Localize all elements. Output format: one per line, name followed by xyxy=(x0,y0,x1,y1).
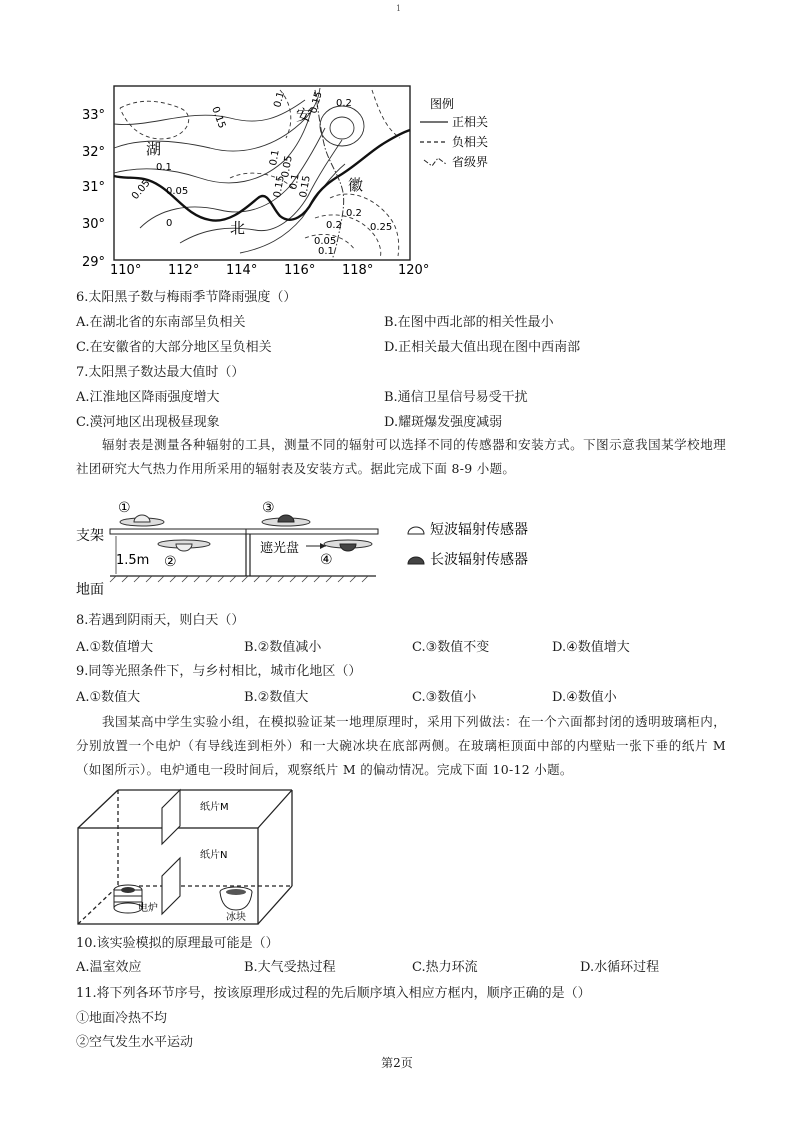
q11-stem: 11.将下列各环节序号，按该原理形成过程的先后顺序填入相应方框内，顺序正确的是（） xyxy=(76,986,591,1001)
ground-label: 地面 xyxy=(76,582,104,596)
lon-label-118: 118° xyxy=(342,263,374,276)
province-char-hu: 湖 xyxy=(146,140,162,158)
support-arm-right xyxy=(246,529,378,534)
paper-n-label: 纸片N xyxy=(200,850,228,861)
height-label: 1.5m xyxy=(116,553,150,568)
contour-label: 0.15 xyxy=(272,174,287,199)
paper-n-sheet xyxy=(162,858,180,914)
lon-label-112: 112° xyxy=(168,263,200,276)
contour-label: 0.05 xyxy=(314,236,337,247)
marker-2: ② xyxy=(164,554,177,570)
legend-boundary-line xyxy=(424,158,446,166)
support-arm-left xyxy=(110,529,246,534)
q10-option-a: A.温室效应 xyxy=(76,960,142,975)
paper-m-label: 纸片M xyxy=(200,802,229,813)
q6-option-b: B.在图中西北部的相关性最小 xyxy=(384,315,554,330)
contour-label: 0.25 xyxy=(370,222,393,233)
q8-option-b: B.②数值减小 xyxy=(244,640,322,655)
contour-label: 0.15 xyxy=(209,105,228,130)
legend-boundary: 省级界 xyxy=(452,155,489,169)
lon-label-120: 120° xyxy=(398,263,430,276)
q8-option-a: A.①数值增大 xyxy=(76,640,154,655)
legend-positive: 正相关 xyxy=(452,115,489,129)
contour-label: 0.1 xyxy=(272,90,288,109)
contour-label: 0.1 xyxy=(318,246,334,257)
negative-contours xyxy=(120,90,400,258)
contour-label: 0.1 xyxy=(268,148,282,167)
correlation-contour-map xyxy=(80,78,510,276)
ice-label: 冰块 xyxy=(226,912,246,923)
contour-label: 0.15 xyxy=(308,90,325,115)
q6-option-a: A.在湖北省的东南部呈负相关 xyxy=(76,315,246,330)
q6-option-c: C.在安徽省的大部分地区呈负相关 xyxy=(76,340,272,355)
legend-long-wave-icon xyxy=(408,557,424,564)
q9-option-c: C.③数值小 xyxy=(412,690,477,705)
lon-label-116: 116° xyxy=(284,263,316,276)
q8-stem: 8.若遇到阴雨天，则白天（） xyxy=(76,613,245,628)
radiation-meter-diagram xyxy=(76,492,576,596)
ice-bowl xyxy=(220,887,252,910)
marker-1: ① xyxy=(118,500,131,516)
q6-option-d: D.正相关最大值出现在图中西南部 xyxy=(384,340,581,355)
radiation-intro-paragraph: 辐射表是测量各种辐射的工具，测量不同的辐射可以选择不同的传感器和安装方式。下图示意我国某学校地理社团研究大气热力作用所采用的辐射表及安装方式。据此完成下面 8-9 小题。 xyxy=(76,437,726,476)
q8-option-d: D.④数值增大 xyxy=(552,640,630,655)
province-char-an: 安 xyxy=(296,106,312,124)
contour-label: 0.15 xyxy=(298,174,313,199)
province-char-bei: 北 xyxy=(230,219,246,237)
page-top-mark: 1 xyxy=(396,4,402,13)
province-char-hui: 徽 xyxy=(348,176,364,194)
q7-stem: 7.太阳黑子数达最大值时（） xyxy=(76,365,245,380)
marker-4: ④ xyxy=(320,552,333,568)
contour-label: 0.05 xyxy=(129,177,153,202)
shade-disc-label: 遮光盘 xyxy=(260,541,300,556)
stove-label: 电炉 xyxy=(138,903,158,914)
experiment-intro-paragraph: 我国某高中学生实验小组，在模拟验证某一地理原理时，采用下列做法：在一个六面都封闭的透明玻璃柜内，分别放置一个电炉（有导线连到柜外）和一大碗冰块在底部两侧。在玻璃柜顶面中部的内壁贴一张下垂的纸片 M（如图所示）。电炉通电一段时间后，观察纸片 M 的偏动情况。完成下面 10-12 小题。 xyxy=(76,714,726,777)
sensor-1-dome xyxy=(134,515,150,522)
q10-option-c: C.热力环流 xyxy=(412,960,478,975)
lat-label-31: 31° xyxy=(82,180,106,195)
page-number: 第2页 xyxy=(381,1056,413,1070)
map-frame xyxy=(114,86,410,260)
legend-title: 图例 xyxy=(430,97,455,111)
contour-label: 0 xyxy=(166,218,173,229)
contour-label: 0.2 xyxy=(346,208,362,219)
q8-option-c: C.③数值不变 xyxy=(412,640,490,655)
lat-label-29: 29° xyxy=(82,255,106,270)
legend-long-wave: 长波辐射传感器 xyxy=(430,552,528,568)
lat-label-33: 33° xyxy=(82,108,106,123)
q7-option-d: D.耀斑爆发强度减弱 xyxy=(384,415,503,430)
q9-stem: 9.同等光照条件下，与乡村相比，城市化地区（） xyxy=(76,664,362,679)
q10-option-b: B.大气受热过程 xyxy=(244,960,336,975)
lat-label-32: 32° xyxy=(82,145,106,160)
q9-option-b: B.②数值大 xyxy=(244,690,309,705)
legend-short-wave-icon xyxy=(408,527,424,534)
glass-box-experiment-diagram xyxy=(76,786,296,928)
contour-label: 0.05 xyxy=(280,154,295,179)
q6-stem: 6.太阳黑子数与梅雨季节降雨强度（） xyxy=(76,290,297,305)
ground-hatch xyxy=(110,576,368,582)
q10-option-d: D.水循环过程 xyxy=(580,960,660,975)
q7-option-a: A.江淮地区降雨强度增大 xyxy=(76,390,220,405)
q7-option-b: B.通信卫星信号易受干扰 xyxy=(384,390,528,405)
contour-label: 0.1 xyxy=(156,162,172,173)
sensor-3-dome xyxy=(278,515,294,522)
lon-label-110: 110° xyxy=(110,263,142,276)
q11-item-2: ②空气发生水平运动 xyxy=(76,1035,194,1050)
legend-short-wave: 短波辐射传感器 xyxy=(430,522,528,538)
marker-3: ③ xyxy=(262,500,275,516)
legend-negative: 负相关 xyxy=(452,135,489,149)
contour-label: 0.05 xyxy=(166,186,189,197)
q7-option-c: C.漠河地区出现极昼现象 xyxy=(76,415,220,430)
q9-option-a: A.①数值大 xyxy=(76,690,141,705)
lon-label-114: 114° xyxy=(226,263,258,276)
paper-m-sheet xyxy=(162,790,180,844)
sensor-2-dome xyxy=(176,544,192,551)
q9-option-d: D.④数值小 xyxy=(552,690,617,705)
support-label: 支架 xyxy=(76,528,104,544)
contour-label: 0.2 xyxy=(336,98,352,109)
contour-label: 0.1 xyxy=(288,172,302,191)
sensor-4-dome xyxy=(340,544,356,551)
q11-item-1: ①地面冷热不均 xyxy=(76,1011,168,1026)
q10-stem: 10.该实验模拟的原理最可能是（） xyxy=(76,936,279,951)
contour-label: 0.2 xyxy=(326,220,342,231)
lat-label-30: 30° xyxy=(82,217,106,232)
